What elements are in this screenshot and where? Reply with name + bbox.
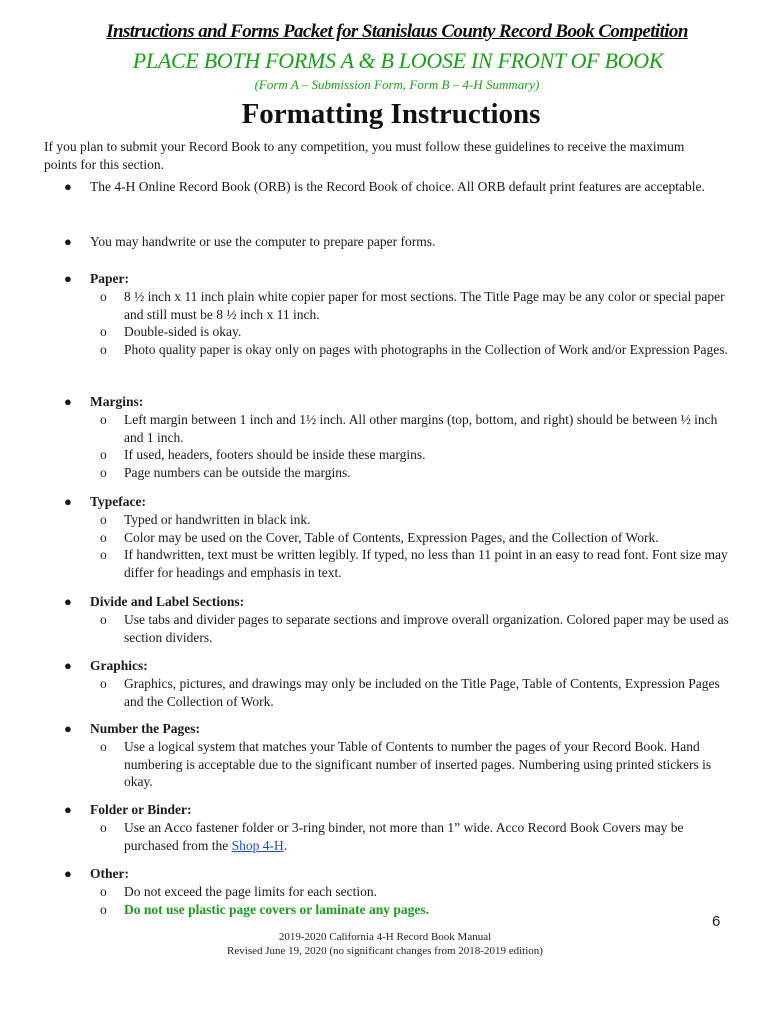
packet-title: Instructions and Forms Packet for Stanislaus County Record Book Competition: [106, 21, 688, 42]
section-label: Margins:: [90, 394, 144, 409]
form-note: (Form A – Submission Form, Form B – 4-H Summary): [254, 77, 540, 92]
sub-list-item: o If used, headers, footers should be inside these margins.: [100, 447, 426, 462]
sub-list-item: o 8 ½ inch x 11 inch plain white copier paper for most sections. The Title Page may be any color or special paper and still must be 8 ½ inch x 11 inch.: [100, 289, 725, 322]
sub-list: [90, 611, 730, 646]
sub-list: [90, 288, 730, 358]
sub-list-item: o Use an Acco fastener folder or 3-ring binder, not more than 1” wide. Acco Record Book Covers may be purchased from the Shop 4-H.: [100, 820, 684, 853]
sub-list-item: o Typed or handwritten in black ink.: [100, 512, 311, 527]
sub-list-item: o Use tabs and divider pages to separate sections and improve overall organization. Colored paper may be used as section dividers.: [100, 612, 729, 645]
section-label: Graphics:: [90, 658, 148, 673]
footer-line-revised: Revised June 19, 2020 (no significant changes from 2018-2019 edition): [227, 945, 543, 957]
bullet-icon: ●: [64, 721, 72, 736]
page-number: 6: [712, 913, 721, 930]
place-forms-instruction: PLACE BOTH FORMS A & B LOOSE IN FRONT OF BOOK: [132, 48, 664, 73]
bullet-icon: ●: [64, 271, 72, 286]
bullet-icon: ●: [64, 802, 72, 817]
bullet-icon: ●: [64, 594, 72, 609]
sub-list-item: o Do not use plastic page covers or laminate any pages.: [100, 901, 429, 917]
sub-list-item: o Page numbers can be outside the margins.: [100, 464, 351, 480]
sub-list-item: o If handwritten, text must be written legibly. If typed, no less than 11 point in an easy to read font. Font size may differ for headings and emphasis in text.: [100, 547, 728, 580]
sub-list: [90, 883, 730, 918]
bullet-text: You may handwrite or use the computer to prepare paper forms.: [90, 234, 436, 249]
sub-list: [90, 411, 730, 481]
section-label: Folder or Binder:: [90, 802, 192, 817]
sub-list: [90, 738, 730, 791]
section-label: Other:: [90, 866, 129, 881]
page-heading: Formatting Instructions: [241, 98, 541, 130]
footer-line-manual: 2019-2020 California 4-H Record Book Manual: [278, 931, 492, 943]
section-label: Typeface:: [90, 494, 146, 509]
bullet-icon: ●: [64, 658, 72, 673]
sub-list-item: o Graphics, pictures, and drawings may only be included on the Title Page, Table of Contents, Expression Pages and the Collection of Work.: [100, 676, 720, 709]
page-footer: [0, 930, 770, 958]
sub-list: [90, 675, 730, 710]
section-label: Number the Pages:: [90, 721, 200, 736]
sub-list-item: o Use a logical system that matches your Table of Contents to number the pages of your Record Book. Hand numbering is acceptable due to the significant number of inserted pages. Numbering using printed stickers is okay.: [100, 739, 712, 789]
bullet-icon: ●: [64, 179, 72, 194]
sub-list-item: o Double-sided is okay.: [100, 324, 242, 339]
bullet-icon: ●: [64, 234, 72, 249]
sub-list-item: o Do not exceed the page limits for each section.: [100, 884, 378, 899]
bullet-icon: ●: [64, 394, 72, 409]
section-label: Divide and Label Sections:: [90, 594, 245, 609]
bullet-text: The 4-H Online Record Book (ORB) is the Record Book of choice. All ORB default print features are acceptable.: [90, 179, 705, 194]
intro-paragraph: If you plan to submit your Record Book to any competition, you must follow these guidelines to receive the maximum points for this section.: [44, 139, 685, 172]
shop-4h-link[interactable]: Shop 4-H: [231, 837, 284, 853]
sub-list: [90, 511, 730, 581]
sub-list: [90, 819, 730, 854]
bullet-icon: ●: [64, 866, 72, 881]
sub-list-item: o Color may be used on the Cover, Table of Contents, Expression Pages, and the Collection of Work.: [100, 529, 659, 545]
sub-list-item: o Photo quality paper is okay only on pages with photographs in the Collection of Work and/or Expression Pages.: [100, 341, 728, 357]
section-label: Paper:: [90, 271, 129, 286]
sub-list-item: o Left margin between 1 inch and 1½ inch. All other margins (top, bottom, and right) should be between ½ inch and 1 inch.: [100, 412, 718, 445]
bullet-icon: ●: [64, 494, 72, 509]
